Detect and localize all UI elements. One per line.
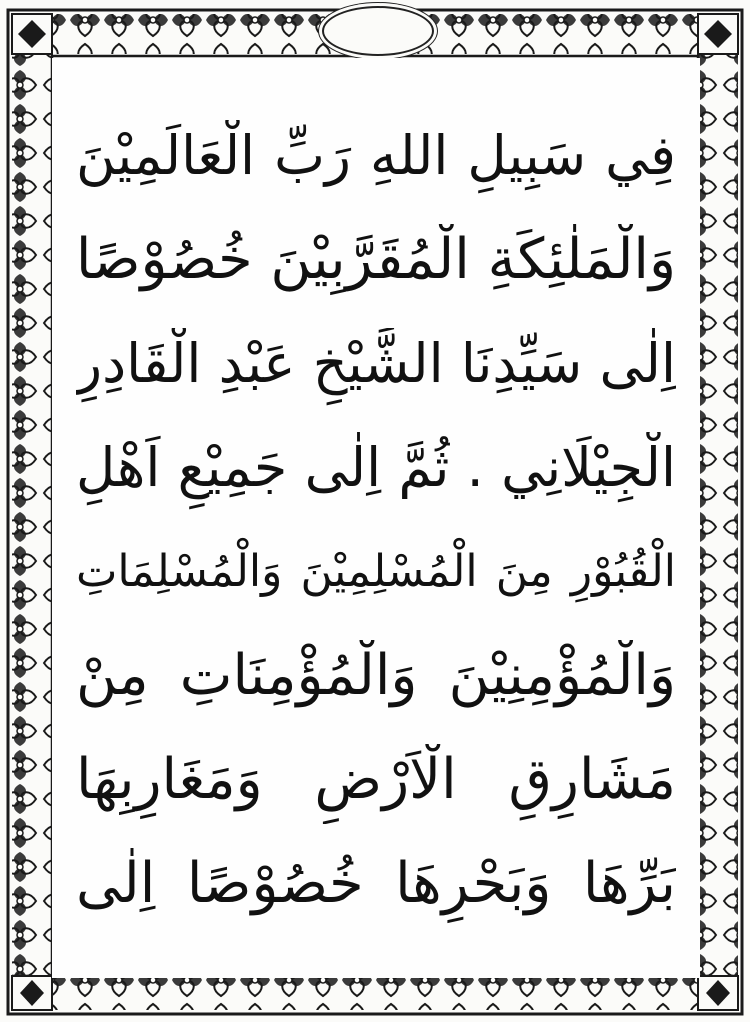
text-panel — [52, 58, 700, 978]
verse-line-7: مَشَارِقِ الْاَرْضِ وَمَغَارِبِهَا — [76, 747, 676, 812]
verse-line-4: الْجِيْلَانِي . ثُمَّ اِلٰى جَمِيْعِ اَهْلِ — [76, 436, 676, 499]
top-cartouche-oval — [322, 6, 434, 56]
verse-line-1: فِي سَبِيلِ اللهِ رَبِّ الْعَالَمِيْنَ — [76, 124, 676, 187]
verse-line-5: الْقُبُوْرِ مِنَ الْمُسْلِمِيْنَ وَالْمُسْلِمَاتِ — [76, 546, 676, 597]
verse-line-8: بَرِّهَا وَبَحْرِهَا خُصُوْصًا اِلٰى — [76, 851, 676, 916]
verse-line-3: اِلٰى سَيِّدِنَا الشَّيْخِ عَبْدِ الْقَادِرِ — [76, 332, 676, 395]
verse-line-2: وَالْمَلٰئِكَةِ الْمُقَرَّبِيْنَ خُصُوْصًا — [76, 227, 676, 292]
verse-line-6: وَالْمُؤْمِنِيْنَ وَالْمُؤْمِنَاتِ مِنْ — [76, 643, 676, 708]
